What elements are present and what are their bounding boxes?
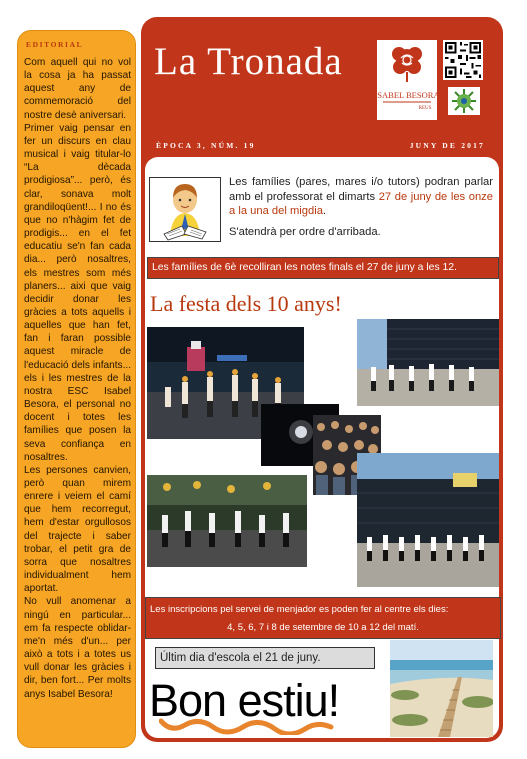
photo-dance-building: [357, 453, 499, 587]
orange-swoosh-decoration: [159, 715, 359, 735]
last-school-day: Últim dia d'escola el 21 de juny.: [155, 647, 375, 669]
rose-logo-icon: [377, 40, 437, 120]
editorial-paragraph: No vull anomenar a ningú en particular... em fa respecte oblidar-me'n més d'un... per això a tots i a totes us vull donar les gràcies i dir, ben fort... Per molts anys Isabel Besora!: [24, 596, 131, 700]
photo-school-yard: [357, 319, 499, 406]
notice-text-after: .: [322, 205, 327, 218]
issue-date: JUNY DE 2017: [409, 141, 485, 150]
content-panel: [145, 157, 499, 738]
notice-text: [229, 175, 493, 239]
notice-highlight: 27 de juny de les onze a la una del migdia: [229, 190, 493, 218]
canteen-line2: 4, 5, 6, 7 i 8 de setembre de 10 a 12 del matí.: [227, 622, 419, 633]
editorial-text: [24, 56, 131, 701]
svg-text:REUS: REUS: [418, 106, 432, 111]
canteen-registration-bar: [145, 597, 501, 639]
newsletter-title: La Tronada: [154, 40, 343, 83]
photo-dancers: [147, 475, 307, 567]
main-frame: [141, 17, 503, 742]
grades-notice-bar: Les famílies de 6è recolliran les notes finals el 27 de juny a les 12.: [147, 257, 499, 279]
student-reading-icon: [149, 177, 221, 242]
green-sun-badge-icon: [448, 87, 480, 115]
festa-title: La festa dels 10 anys!: [150, 291, 342, 316]
editorial-paragraph: Com aquell qui no vol la cosa ja ha passat aquest any de commemoració del nostre desè aniversari.: [24, 57, 131, 121]
bon-estiu-heading: [149, 675, 339, 727]
notice-paragraph: [229, 175, 493, 219]
qr-code-icon[interactable]: [443, 40, 483, 80]
issue-number: ÈPOCA 3, NÚM. 19: [156, 141, 256, 150]
canteen-line1: Les inscripcions pel servei de menjador es poden fer al centre els dies:: [150, 604, 449, 615]
editorial-paragraph: Primer vaig pensar en fer un discurs en clau musical i vaig titular-lo “La dècada prodigiosa”... però, és clar, sonava molt grandiloqüent!... I no és que no n'hàgim fet de prodigis... en el fet educatiu se'n fan cada dia... però nosaltres, els mestres som més planers... aixi que vaig decidir donar les gràcies a tots aquells i aquelles que han fet, fan i faran possible aquest miracle de l'educació dels infants... els i les mestres de la nostra ESC Isabel Besora, el personal no docent i totes les famílies que posen la seva confiança en nosaltres.: [24, 122, 131, 463]
bon-estiu-text: Bon estiu!: [149, 675, 340, 726]
editorial-label: EDITORIAL: [26, 40, 84, 49]
photo-beach: [390, 640, 493, 737]
notice-text-before: Les famílies (pares, mares i/o tutors) podran parlar amb el professorat el dimarts: [229, 176, 493, 203]
notice-line2: S'atendrà per ordre d'arribada.: [229, 225, 381, 238]
svg-text:ISABEL BESORA: ISABEL BESORA: [377, 90, 437, 100]
editorial-paragraph: Les persones canvien, però quan mirem enrere i veiem el camí que hem recorregut, hem d'estar orgullosos del trajecte i saber trobar, el petit gra de sorra que nosaltres individualment hem aportat.: [24, 464, 131, 595]
editorial-sidebar: [17, 30, 136, 748]
